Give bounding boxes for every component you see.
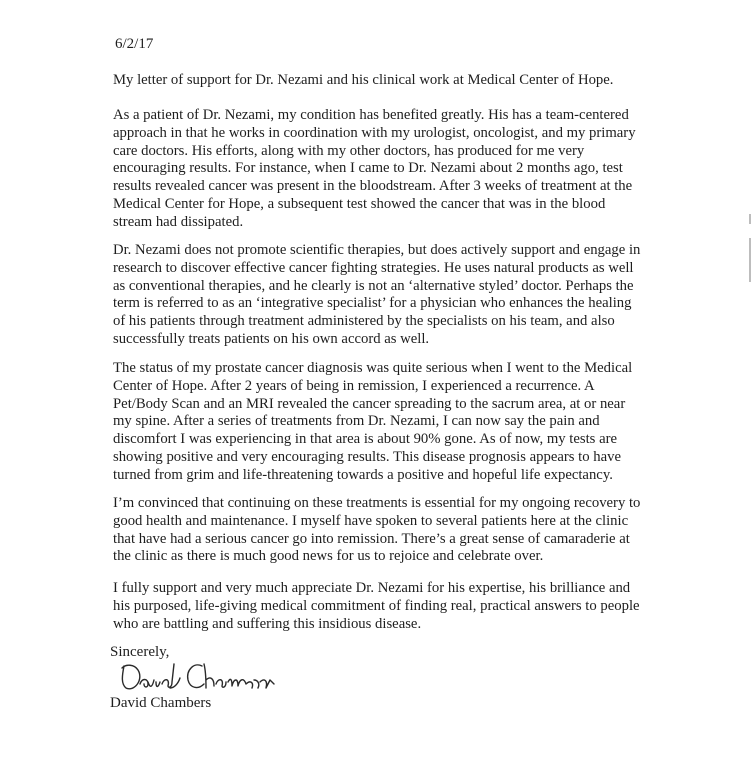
text-line: Pet/Body Scan and an MRI revealed the cancer spreading to the sacrum area, at or near [113,395,626,412]
text-line: The status of my prostate cancer diagnosis was quite serious when I went to the Medical [113,360,633,376]
text-line: As a patient of Dr. Nezami, my condition has benefited greatly. His has a team-centered [113,107,629,123]
letter-intro: My letter of support for Dr. Nezami and his clinical work at Medical Center of Hope. [113,72,614,88]
text-line: discomfort I was experiencing in that area is about 90% gone. As of now, my tests are [113,431,617,448]
text-line: results revealed cancer was present in the bloodstream. After 3 weeks of treatment at the [113,178,633,195]
text-line: I’m convinced that continuing on these treatments is essential for my ongoing recovery to [113,495,641,511]
text-line: care doctors. His efforts, along with my other doctors, has produced for me very [113,142,585,159]
text-line: who are battling and suffering this insidious disease. [113,615,422,632]
text-line: successfully treats patients on his own accord as well. [113,330,430,347]
text-line: of his patients through treatment administered by the specialists on his team, and also [113,313,615,330]
paragraph-support-statement [113,580,653,633]
text-line: term is referred to as an ‘integrative specialist’ for a physician who enhances the healing [113,295,632,312]
text-line: encouraging results. For instance, when I came to Dr. Nezami about 2 months ago, test [113,160,623,177]
text-line: my spine. After a series of treatments from Dr. Nezami, I can now say the pain and [113,413,600,430]
handwritten-signature [118,658,278,698]
closing-salutation: Sincerely, [110,644,170,660]
text-line: showing positive and very encouraging results. This disease prognosis appears to have [113,448,621,465]
text-line: the clinic as there is much good news for us to rejoice and celebrate over. [113,548,544,565]
text-line: Dr. Nezami does not promote scientific therapies, but does actively support and engage in [113,242,641,258]
paragraph-diagnosis-status [113,360,653,485]
paragraph-therapy-approach [113,242,653,349]
scan-edge-mark [749,214,751,224]
text-line: Medical Center for Hope, a subsequent test showed the cancer that was in the blood [113,195,606,212]
paragraph-patient-experience [113,107,653,232]
text-line: as conventional therapies, and he clearly is not an ‘alternative styled’ doctor. Perhaps the [113,277,634,294]
scan-edge-mark [749,238,751,282]
text-line: good health and maintenance. I myself have spoken to several patients here at the clinic [113,512,629,529]
text-line: stream had dissipated. [113,213,244,230]
text-line: I fully support and very much appreciate Dr. Nezami for his expertise, his brilliance and [113,580,631,596]
letter-date: 6/2/17 [115,36,154,52]
text-line: turned from grim and life-threatening towards a positive and hopeful life expectancy. [113,466,613,483]
text-line: that have had a serious cancer go into remission. There’s a great sense of camaraderie at [113,530,630,547]
paragraph-continuing-treatment [113,495,653,566]
signer-name: David Chambers [110,695,212,711]
text-line: Center of Hope. After 2 years of being in remission, I experienced a recurrence. A [113,377,595,394]
text-line: research to discover effective cancer fighting strategies. He uses natural products as well [113,259,634,276]
text-line: approach in that he works in coordination with my urologist, oncologist, and my primary [113,124,636,141]
text-line: his purposed, life-giving medical commitment of finding real, practical answers to people [113,597,640,614]
